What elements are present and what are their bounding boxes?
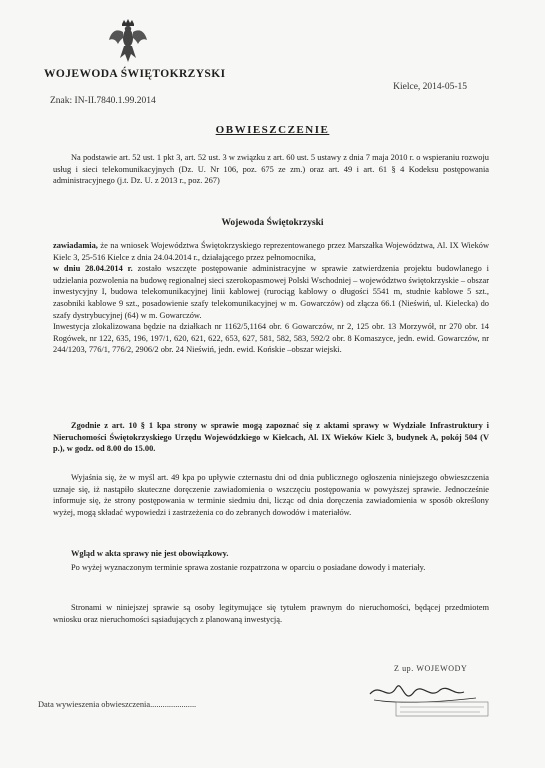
- notice-lead: zawiadamia,: [53, 241, 98, 250]
- issuer-name: WOJEWODA ŚWIĘTOKRZYSKI: [44, 68, 226, 80]
- place-date: Kielce, 2014-05-15: [393, 82, 467, 92]
- notice-text-part1: że na wniosek Województwa Świętokrzyskiego reprezentowanego przez Marszałka Województwa, Al. IX Wieków Kielc 3, 25-516 Kielce z dnia 24.04.2014 r., działającego przez pełnomocnika,: [53, 241, 489, 262]
- explanation-paragraph: Wyjaśnia się, że w myśl art. 49 kpa po upływie czternastu dni od dnia publicznego ogłoszenia niniejszego obwieszczenia uznaje się, iż nastąpiło skuteczne doręczenie zawiadomienia o wszczęciu postępowania w powyższej sprawie. Jednocześnie informuje się, że strony postępowania w terminie siedmiu dni, licząc od dnia doręczenia zawiadomienia w sposób określony wyżej, mogą składać wypowiedzi i zastrzeżenia co do zebranych dowodów i materiałów.: [53, 473, 489, 517]
- initiation-date: w dniu 28.04.2014 r.: [53, 264, 133, 274]
- signature-label: Z up. WOJEWODY: [394, 664, 468, 673]
- polish-eagle-emblem-icon: [108, 18, 148, 66]
- notice-text-part2: zostało wszczęte postępowanie administracyjne w sprawie zatwierdzenia projektu budowlanego i udzielania pozwolenia na budowę regionalnej sieci szerokopasmowej Polski Wschodniej – województwo świętokrzyskie – obszar inwestycyjny I, budowa telekomunikacyjnej linii kablowej (rurociąg kablowy o długości 5541 m, studnie kablowe 5 szt., zasobniki kablowe 9 szt., posadowienie szafy telekomunikacyjnej w m. Gowarczów) od złącza 66.1 (Nieświń, ul. Kielecka) do szafy dystrybucyjnej (64) w m. Gowarczów.: [53, 264, 489, 320]
- reference-number: Znak: IN-II.7840.1.99.2014: [50, 96, 156, 106]
- section-heading: Wojewoda Świętokrzyski: [221, 218, 324, 228]
- posting-date-field: Data wywieszenia obwieszczenia......................: [38, 700, 197, 709]
- parties-paragraph: Stronami w niniejszej sprawie są osoby legitymujące się tytułem prawnym do nieruchomości, będącej przedmiotem wniosku oraz nieruchomości sąsiadujących z planowaną inwestycją.: [53, 603, 489, 624]
- investment-location: Inwestycja zlokalizowana będzie na działkach nr 1162/5,1164 obr. 6 Gowarczów, nr 2, 125 obr. 13 Morzywół, nr 270 obr. 14 Rogówek, nr 122, 635, 196, 197/1, 620, 621, 622, 653, 627, 581, 582, 583, 592/2 obr. 8 Komaszyce, jedn. ewid. Gowarczów, nr 244/1203, 776/1, 776/2, 2906/2 obr. 24 Nieświń, jedn. ewid. Końskie –obszar wiejski.: [53, 322, 489, 355]
- review-paragraph: Po wyżej wyznaczonym terminie sprawa zostanie rozpatrzona w oparciu o posiadane dowody i materiały.: [71, 563, 426, 572]
- file-access-paragraph: Zgodnie z art. 10 § 1 kpa strony w sprawie mogą zapoznać się z aktami sprawy w Wydziale Infrastruktury i Nieruchomości Świętokrzyskiego Urzędu Wojewódzkiego w Kielcach, Al. IX Wieków Kielc 3, budynek A, pokój 504 (V p.), w godz. od 8.00 do 15.00.: [53, 421, 489, 454]
- review-heading: Wgląd w akta sprawy nie jest obowiązkowy.: [71, 549, 229, 558]
- signature-area: [340, 662, 500, 720]
- legal-basis-paragraph: Na podstawie art. 52 ust. 1 pkt 3, art. 52 ust. 3 w związku z art. 60 ust. 5 ustawy z dnia 7 maja 2010 r. o wspieraniu rozwoju usług i sieci telekomunikacyjnych (Dz. U. Nr 106, poz. 675 ze zm.) oraz art. 49 i art. 61 § 4 Kodeksu postępowania administracyjnego (j.t. Dz. U. z 2013 r., poz. 267): [53, 153, 489, 186]
- document-title: OBWIESZCZENIE: [215, 124, 330, 136]
- notice-paragraph: [53, 240, 489, 356]
